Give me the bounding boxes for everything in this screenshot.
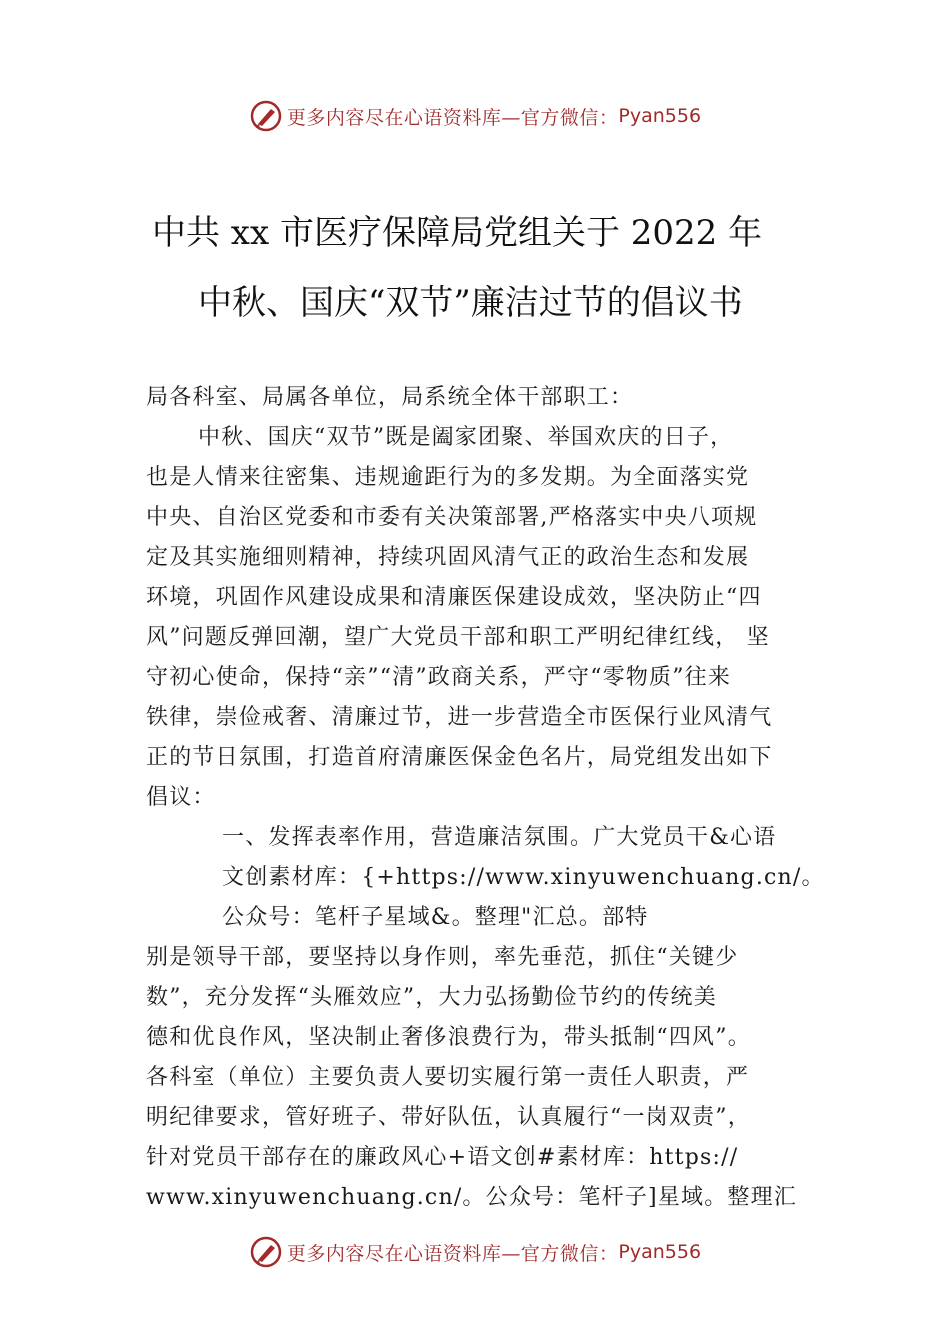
body-line: 正的节日氛围，打造首府清廉医保金色名片，局党组发出如下 xyxy=(146,745,773,770)
body-line: 一、发挥表率作用，营造廉洁氛围。广大党员干&心语 xyxy=(222,825,777,850)
body-line: 别是领导干部，要坚持以身作则，率先垂范，抓住“关键少 xyxy=(146,945,739,970)
body-line: 公众号：笔杆子星域&。整理"汇总。部特 xyxy=(222,905,649,930)
body-line: 定及其实施细则精神，持续巩固风清气正的政治生态和发展 xyxy=(146,545,750,570)
body-line: 各科室（单位）主要负责人要切实履行第一责任人职责，严 xyxy=(146,1065,750,1090)
watermark-banner-top xyxy=(0,96,950,136)
banner-wechat-id: Pyan556 xyxy=(618,105,702,127)
doc-body xyxy=(146,378,826,1218)
body-line: 德和优良作风，坚决制止奢侈浪费行为，带头抵制“四风”。 xyxy=(146,1025,751,1050)
body-line: 局各科室、局属各单位，局系统全体干部职工： xyxy=(146,385,634,410)
body-line: 也是人情来往密集、违规逾距行为的多发期。为全面落实党 xyxy=(146,465,750,490)
banner-wechat-id: Pyan556 xyxy=(618,1241,702,1263)
banner-text: 更多内容尽在心语资料库—官方微信： xyxy=(286,106,619,129)
body-line: 中秋、国庆“双节”既是阖家团聚、举国欢庆的日子， xyxy=(198,425,734,450)
body-line: 明纪律要求，管好班子、带好队伍，认真履行“一岗双责”， xyxy=(146,1105,751,1130)
doc-title-line-2: 中秋、国庆“双节”廉洁过节的倡议书 xyxy=(198,283,743,323)
body-line: 文创素材库：{+https://www.xinyuwenchuang.cn/。 xyxy=(222,865,825,890)
banner-text: 更多内容尽在心语资料库—官方微信： xyxy=(286,1242,619,1265)
pen-logo-icon xyxy=(249,99,283,133)
body-line: 针对党员干部存在的廉政风心+语文创#素材库：https:// xyxy=(146,1145,739,1170)
body-line: 环境，巩固作风建设成果和清廉医保建设成效，坚决防止“四 xyxy=(146,585,762,610)
body-line: 守初心使命，保持“亲”“清”政商关系，严守“零物质”往来 xyxy=(146,665,732,690)
body-line: 铁律，崇俭戒奢、清廉过节，进一步营造全市医保行业风清气 xyxy=(146,705,773,730)
body-line: 风”问题反弹回潮，望广大党员干部和职工严明纪律红线， 坚 xyxy=(146,625,770,650)
body-line: www.xinyuwenchuang.cn/。公众号：笔杆子]星域。整理汇 xyxy=(146,1185,798,1210)
watermark-banner-bottom xyxy=(0,1232,950,1272)
body-line: 倡议： xyxy=(146,785,216,810)
doc-title-line-1: 中共 xx 市医疗保障局党组关于 2022 年 xyxy=(152,213,763,253)
body-line: 数”，充分发挥“头雁效应”，大力弘扬勤俭节约的传统美 xyxy=(146,985,717,1010)
body-line: 中央、自治区党委和市委有关决策部署,严格落实中央八项规 xyxy=(146,505,758,530)
pen-logo-icon xyxy=(249,1235,283,1269)
